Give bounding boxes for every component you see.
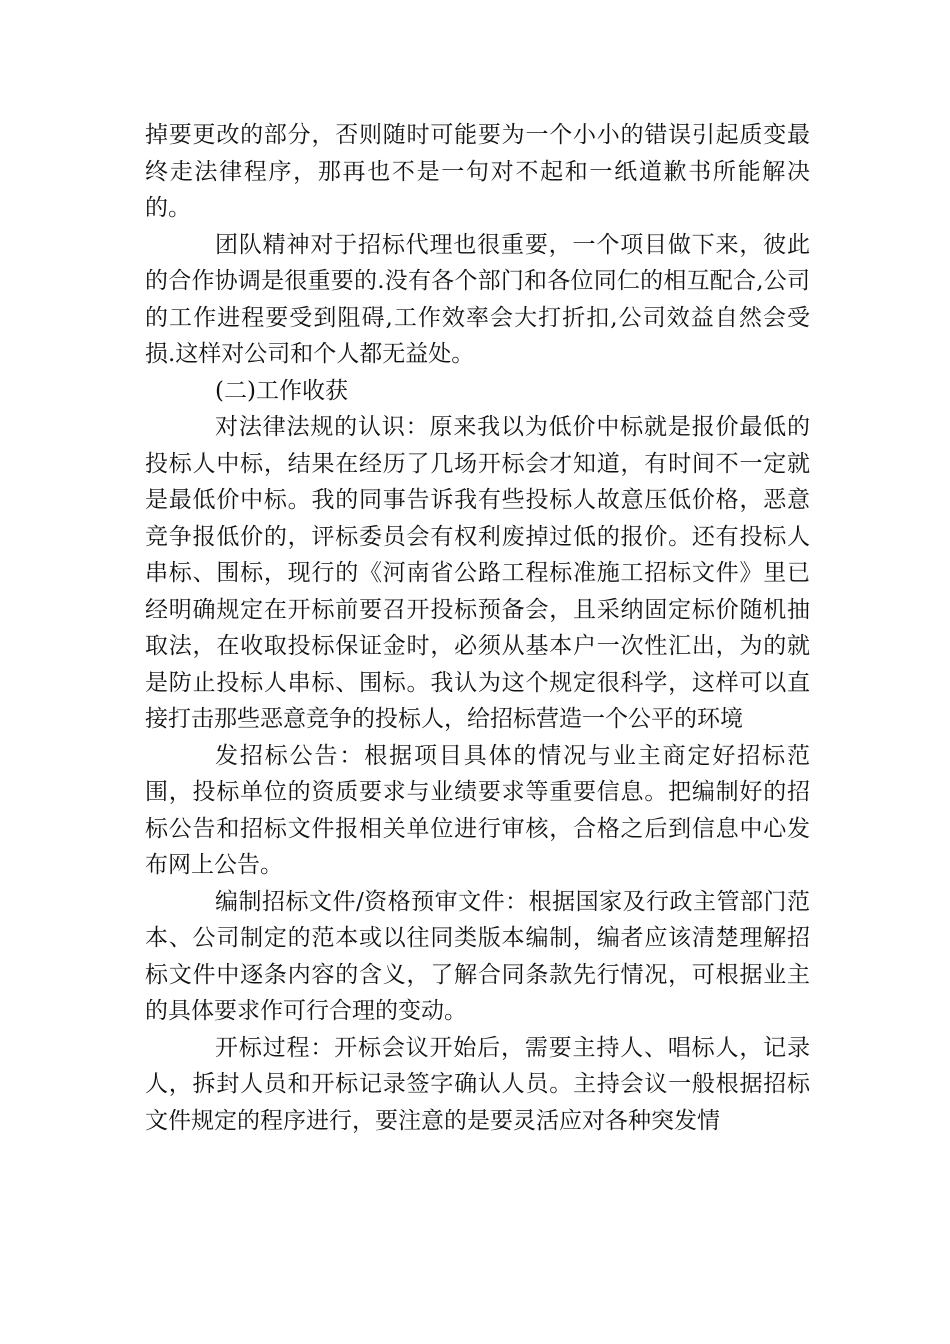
paragraph-tender-notice: 发招标公告：根据项目具体的情况与业主商定好招标范围，投标单位的资质要求与业绩要求等重要信息。把编制好的招标公告和招标文件报相关单位进行审核，合格之后到信息中心发布网上公告。	[145, 742, 810, 878]
document-page	[145, 117, 810, 1139]
paragraph-team-spirit: 团队精神对于招标代理也很重要，一个项目做下来，彼此的合作协调是很重要的.没有各个部门和各位同仁的相互配合,公司的工作进程要受到阻碍,工作效率会大打折扣,公司效益自然会受损.这样对公司和个人都无益处。	[145, 231, 810, 367]
paragraph-tender-documents: 编制招标文件/资格预审文件：根据国家及行政主管部门范本、公司制定的范本或以往同类版本编制，编者应该清楚理解招标文件中逐条内容的含义，了解合同条款先行情况，可根据业主的具体要求作可行合理的变动。	[145, 888, 810, 1024]
paragraph-continuation: 掉要更改的部分，否则随时可能要为一个小小的错误引起质变最终走法律程序，那再也不是一句对不起和一纸道歉书所能解决的。	[145, 122, 810, 221]
paragraph-laws-regulations: 对法律法规的认识：原来我以为低价中标就是报价最低的投标人中标，结果在经历了几场开标会才知道，有时间不一定就是最低价中标。我的同事告诉我有些投标人故意压低价格，恶意竞争报低价的，评标委员会有权利废掉过低的报价。还有投标人串标、围标，现行的《河南省公路工程标准施工招标文件》里已经明确规定在开标前要召开投标预备会，且采纳固定标价随机抽取法，在收取投标保证金时，必须从基本户一次性汇出，为的就是防止投标人串标、围标。我认为这个规定很科学，这样可以直接打击那些恶意竞争的投标人，给招标营造一个公平的环境	[145, 414, 810, 732]
paragraph-bid-opening: 开标过程：开标会议开始后，需要主持人、唱标人，记录人，拆封人员和开标记录签字确认人员。主持会议一般根据招标文件规定的程序进行，要注意的是要灵活应对各种突发情	[145, 1034, 810, 1134]
section-heading-work-gains: (二)工作收获	[215, 377, 348, 404]
